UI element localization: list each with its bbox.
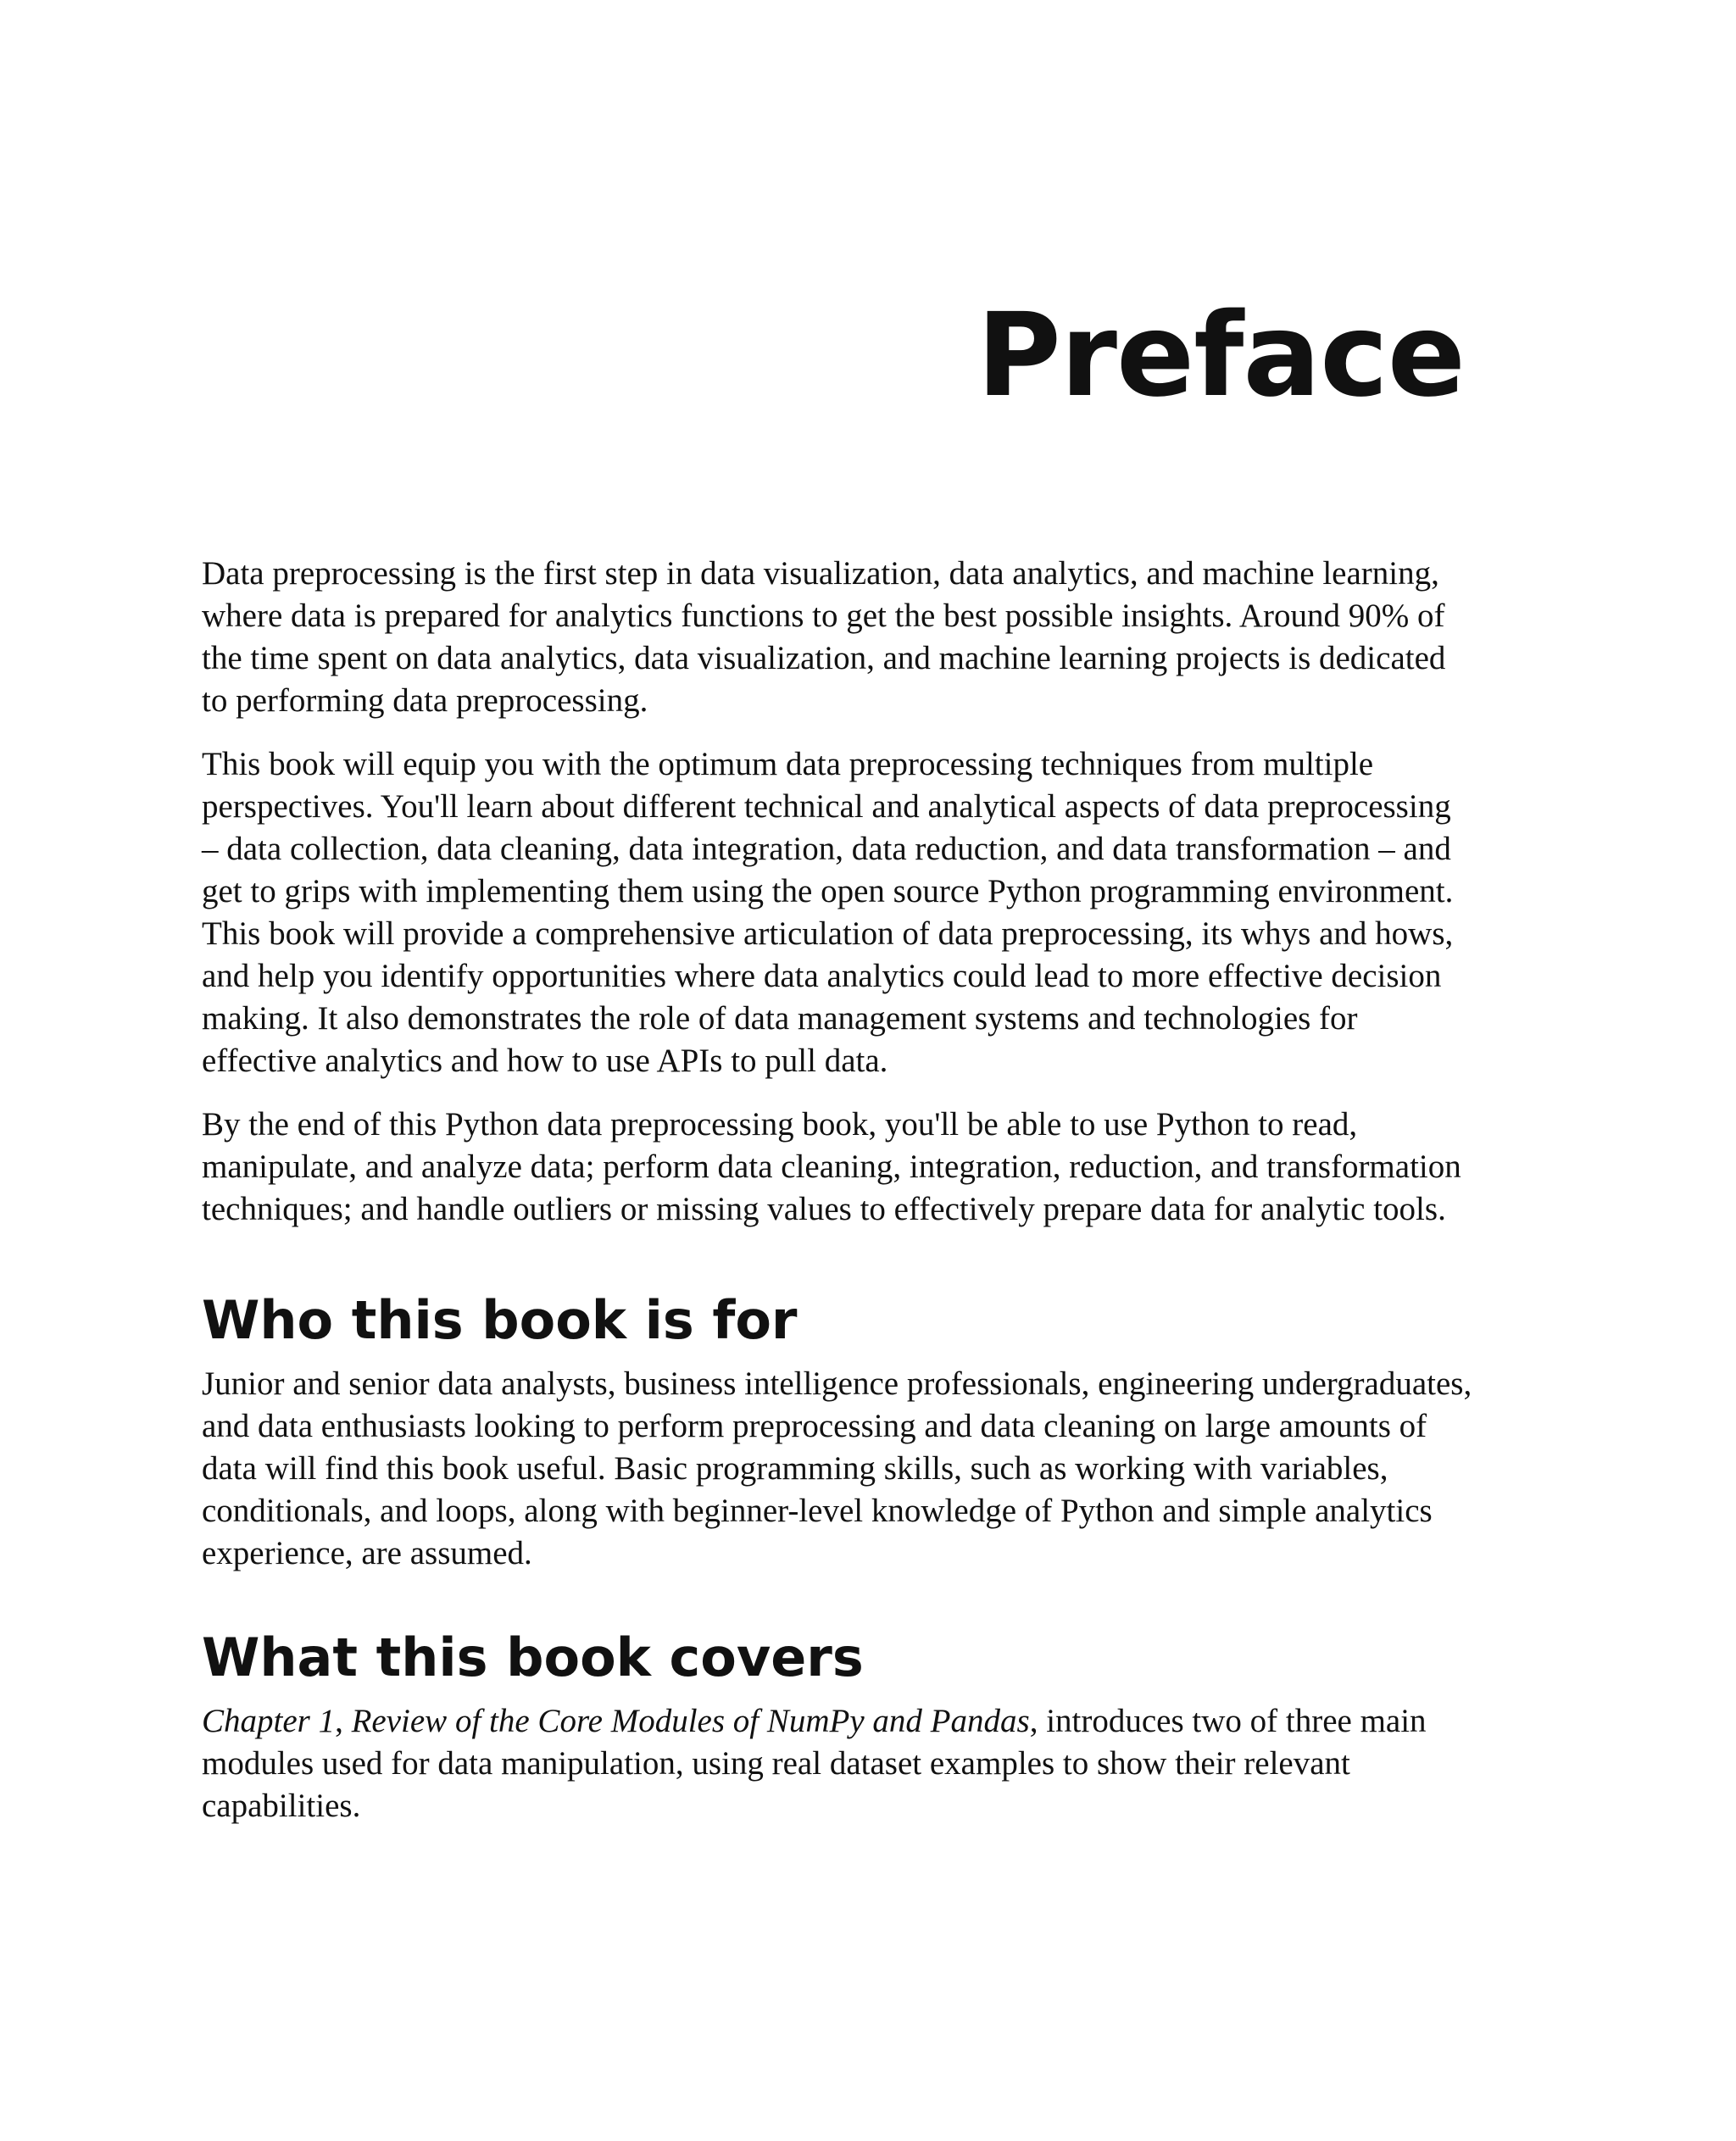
chapter-1-entry (202, 1700, 1473, 1827)
chapter-1-label: Chapter 1 (202, 1703, 336, 1739)
chapter-1-separator: , (335, 1703, 352, 1739)
section-heading-who-for: Who this book is for (202, 1289, 798, 1351)
page-title: Preface (976, 289, 1465, 423)
intro-paragraph-1: Data preprocessing is the first step in data visualization, data analytics, and machine learning, where data is prepared for analytics functions to get the best possible insights. Around 90% of the time spent on data analytics, data visualization, and machine learning projects is dedicated to performing data preprocessing. (202, 555, 1446, 719)
page-content (202, 553, 1473, 1849)
who-for-paragraph: Junior and senior data analysts, business intelligence professionals, engineering undergraduates, and data enthusiasts looking to perform preprocessing and data cleaning on large amounts of data will find this book useful. Basic programming skills, such as working with variables, conditionals, and loops, along with beginner-level knowledge of Python and simple analytics experience, are assumed. (202, 1365, 1472, 1571)
chapter-1-title: Review of the Core Modules of NumPy and Pandas (351, 1703, 1030, 1739)
chapter-1-description: , introduces two of three main modules used for data manipulation, using real dataset examples to show their relevant capabilities. (202, 1703, 1427, 1824)
intro-paragraph-2: This book will equip you with the optimum data preprocessing techniques from multiple perspectives. You'll learn about different technical and analytical aspects of data preprocessing – data collection, data cleaning, data integration, data reduction, and data transformation – and get to grips with implementing them using the open source Python programming environment. This book will provide a comprehensive articulation of data preprocessing, its whys and hows, and help you identify opportunities where data analytics could lead to more effective decision making. It also demonstrates the role of data management systems and technologies for effective analytics and how to use APIs to pull data. (202, 746, 1454, 1079)
intro-paragraph-3: By the end of this Python data preprocessing book, you'll be able to use Python to read, manipulate, and analyze data; perform data cleaning, integration, reduction, and transformation techniques; and handle outliers or missing values to effectively prepare data for analytic tools. (202, 1106, 1461, 1227)
section-heading-covers: What this book covers (202, 1627, 864, 1688)
